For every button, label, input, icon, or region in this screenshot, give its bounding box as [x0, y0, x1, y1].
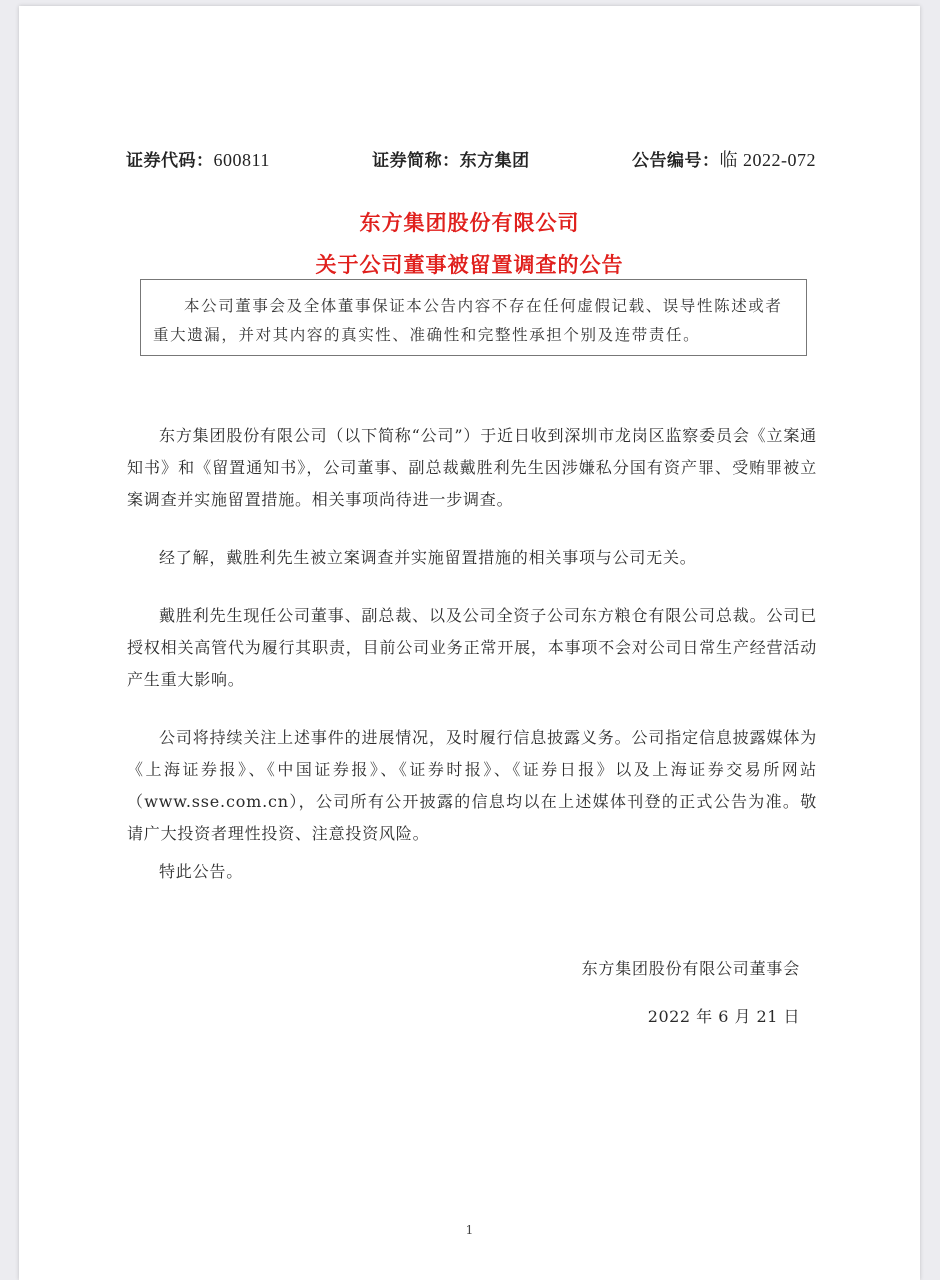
- signature: 东方集团股份有限公司董事会: [581, 959, 800, 978]
- announcement-header: [126, 146, 816, 172]
- page-number: 1: [465, 1223, 474, 1237]
- stock-name: [372, 146, 530, 172]
- stock-code: [126, 146, 270, 172]
- paragraph-text: 东方集团股份有限公司（以下简称“公司”）于近日收到深圳市龙岗区监察委员会《立案通知书》和《留置通知书》，公司董事、副总裁戴胜利先生因涉嫌私分国有资产罪、受贿罪被立案调查并实施留置措施。相关事项尚待进一步调查。: [127, 426, 817, 509]
- disclaimer-box: [140, 279, 807, 356]
- paragraph-text: 戴胜利先生现任公司董事、副总裁、以及公司全资子公司东方粮仓有限公司总裁。公司已授权相关高管代为履行其职责，目前公司业务正常开展，本事项不会对公司日常生产经营活动产生重大影响。: [127, 606, 817, 689]
- paragraph-2: [127, 542, 817, 574]
- announcement-number-label: 公告编号：: [632, 151, 720, 171]
- stock-code-value: 600811: [213, 150, 270, 170]
- disclaimer-text: 本公司董事会及全体董事保证本公告内容不存在任何虚假记载、误导性陈述或者重大遗漏，并对其内容的真实性、准确性和完整性承担个别及连带责任。: [153, 297, 783, 344]
- paragraph-1: [127, 420, 817, 516]
- stock-code-label: 证券代码：: [126, 151, 214, 171]
- paragraph-text: 公司将持续关注上述事件的进展情况，及时履行信息披露义务。公司指定信息披露媒体为《上海证券报》、《中国证券报》、《证券时报》、《证券日报》以及上海证券交易所网站（www.sse.com.cn），公司所有公开披露的信息均以在上述媒体刊登的正式公告为准。敬请广大投资者理性投资、注意投资风险。: [127, 728, 817, 843]
- paragraph-text: 经了解，戴胜利先生被立案调查并实施留置措施的相关事项与公司无关。: [159, 548, 697, 567]
- announcement-number-value: 临 2022-072: [719, 150, 816, 170]
- announcement-title: 关于公司董事被留置调查的公告: [315, 253, 624, 277]
- stock-name-value: 东方集团: [459, 151, 530, 171]
- paragraph-4: [127, 722, 817, 850]
- announcement-date: 2022 年 6 月 21 日: [647, 1007, 800, 1026]
- closing-line: [127, 856, 817, 888]
- company-title: 东方集团股份有限公司: [359, 211, 580, 235]
- stock-name-label: 证券简称：: [372, 151, 460, 171]
- paragraph-3: [127, 600, 817, 696]
- announcement-number: [632, 146, 816, 172]
- document-page: [19, 6, 920, 1280]
- paragraph-text: 特此公告。: [159, 862, 244, 881]
